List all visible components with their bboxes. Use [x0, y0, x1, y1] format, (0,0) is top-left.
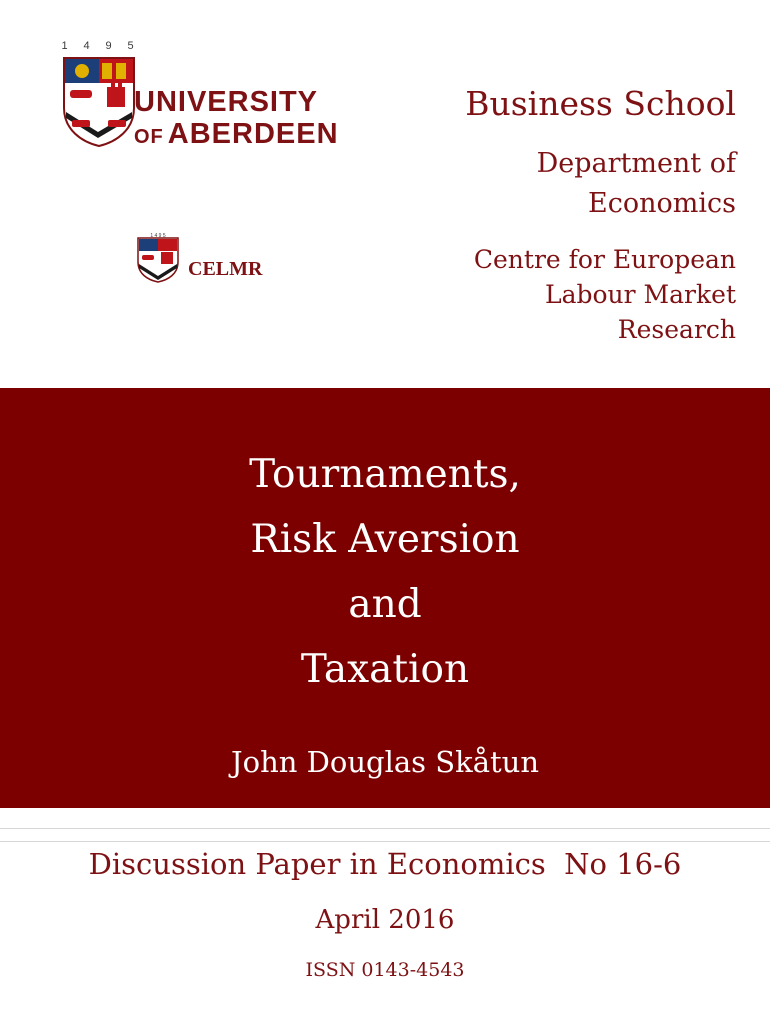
department-heading: [537, 144, 736, 224]
celmr-logo: [136, 232, 276, 284]
svg-text:1 4 9 5: 1 4 9 5: [150, 233, 166, 239]
title-line: and: [348, 582, 422, 627]
discussion-paper-number: Discussion Paper in Economics No 16-6: [88, 847, 682, 881]
business-school-heading: Business School: [465, 84, 736, 123]
year-digit: 1: [61, 40, 69, 52]
year-digit: 9: [105, 40, 113, 52]
founding-year: [58, 40, 138, 52]
university-crest-icon: [62, 56, 136, 148]
centre-line: Labour Market: [544, 280, 736, 309]
title-line: Tournaments,: [249, 452, 521, 497]
title-line: Taxation: [300, 647, 470, 692]
issn: ISSN 0143-4543: [305, 959, 465, 981]
department-line: Department of: [536, 148, 736, 179]
wordmark-university: UNIVERSITY: [134, 86, 319, 118]
department-line: Economics: [588, 188, 736, 219]
centre-heading: [474, 242, 736, 347]
author-name: John Douglas Skåtun: [230, 745, 539, 779]
year-digit: 5: [127, 40, 135, 52]
wordmark-of: OF: [134, 126, 164, 148]
title-line: Risk Aversion: [250, 517, 520, 562]
publication-date: April 2016: [315, 905, 455, 935]
university-crest-icon: [136, 232, 180, 284]
university-logo: [58, 40, 368, 150]
year-digit: 4: [83, 40, 91, 52]
wordmark-aberdeen: ABERDEEN: [167, 118, 339, 150]
centre-line: Research: [617, 315, 736, 344]
centre-line: Centre for European: [473, 245, 736, 274]
paper-title: [0, 442, 770, 702]
celmr-label: CELMR: [188, 258, 263, 280]
divider: [0, 828, 770, 829]
university-wordmark: [134, 86, 339, 153]
